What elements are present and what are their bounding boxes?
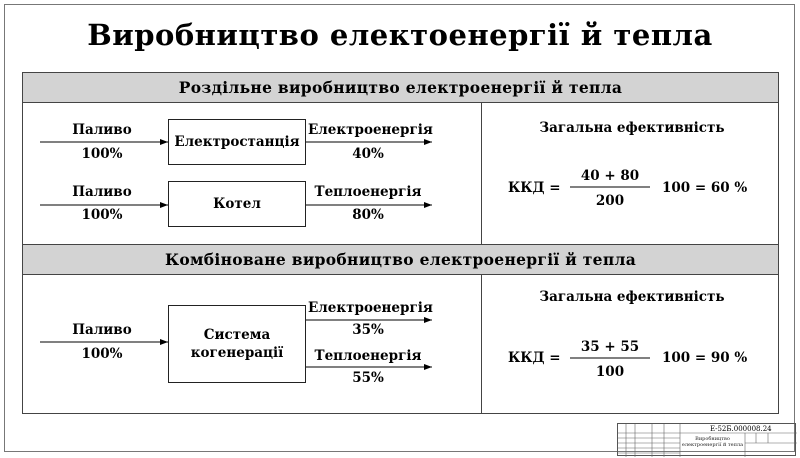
separate-denominator: 200 xyxy=(595,193,625,209)
combined-out2-value: 55% xyxy=(352,370,384,386)
combined-out2-label: Теплоенергія xyxy=(314,348,422,364)
cogeneration-box xyxy=(168,305,306,383)
row2-output-label: Теплоенергія xyxy=(314,184,422,200)
combined-out1-label: Електроенергія xyxy=(308,300,433,316)
cogeneration-line1: Система xyxy=(203,327,271,343)
row2-input-value: 100% xyxy=(81,207,123,223)
separate-kkd-label: ККД = xyxy=(508,180,561,196)
combined-input-label: Паливо xyxy=(72,322,132,338)
combined-denominator: 100 xyxy=(595,364,625,380)
combined-out1-value: 35% xyxy=(352,322,384,338)
cogeneration-line2: когенерації xyxy=(190,345,284,361)
separate-efficiency-title: Загальна ефективність xyxy=(539,120,725,136)
separate-header: Роздільне виробництво електроенергії й тепла xyxy=(23,73,778,103)
separate-result: 100 = 60 % xyxy=(662,180,748,196)
page-title: Виробництво електоенергії й тепла xyxy=(87,18,713,52)
row1-input-label: Паливо xyxy=(72,122,132,138)
row1-input-value: 100% xyxy=(81,146,123,162)
separate-numerator: 40 + 80 xyxy=(580,168,640,184)
row2-input-label: Паливо xyxy=(72,184,132,200)
row1-output-value: 40% xyxy=(352,146,384,162)
combined-kkd-label: ККД = xyxy=(508,350,561,366)
document-name: Виробництво електроенергії й тепла xyxy=(681,436,744,448)
combined-numerator: 35 + 55 xyxy=(580,339,640,355)
combined-efficiency-title: Загальна ефективність xyxy=(539,289,725,305)
row2-output-value: 80% xyxy=(352,207,384,223)
combined-result: 100 = 90 % xyxy=(662,350,748,366)
power-plant-box: Електростанція xyxy=(168,119,306,165)
row1-output-label: Електроенергія xyxy=(308,122,433,138)
boiler-box: Котел xyxy=(168,181,306,227)
title-block xyxy=(617,423,796,456)
combined-header: Комбіноване виробництво електроенергії й тепла xyxy=(23,244,778,275)
document-code: Е-52Б.000008.24 xyxy=(710,425,772,433)
combined-input-value: 100% xyxy=(81,346,123,362)
